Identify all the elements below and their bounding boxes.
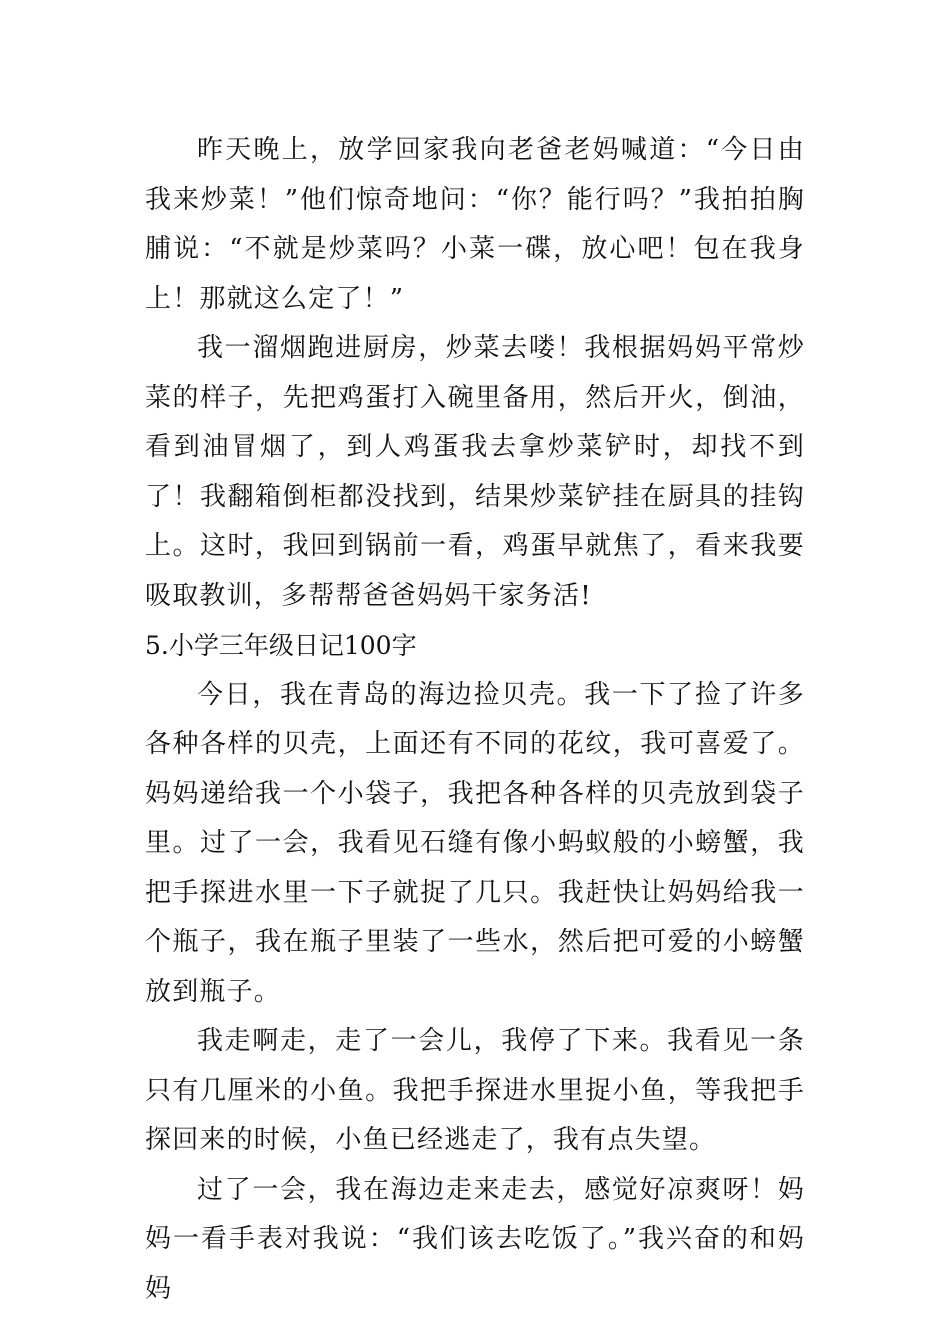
paragraph-beach-2: 我走啊走，走了一会儿，我停了下来。我看见一条只有几厘米的小鱼。我把手探进水里捉小鱼，等我把手探回来的时候，小鱼已经逃走了，我有点失望。	[145, 1026, 805, 1155]
document-body	[145, 126, 805, 1314]
paragraph-beach-3: 过了一会，我在海边走来走去，感觉好凉爽呀！妈妈一看手表对我说：“我们该去吃饭了。”我兴奋的和妈妈	[145, 1174, 805, 1304]
paragraph-beach-1: 今日，我在青岛的海边捡贝壳。我一下了捡了许多各种各样的贝壳，上面还有不同的花纹，我可喜爱了。妈妈递给我一个小袋子，我把各种各样的贝壳放到袋子里。过了一会，我看见石缝有像小蚂蚁般的小螃蟹，我把手探进水里一下子就捉了几只。我赶快让妈妈给我一个瓶子，我在瓶子里装了一些水，然后把可爱的小螃蟹放到瓶子。	[145, 679, 805, 1007]
section-heading: 5.小学三年级日记100字	[145, 631, 417, 660]
paragraph-cooking-1: 昨天晚上，放学回家我向老爸老妈喊道：“今日由我来炒菜！”他们惊奇地问：“你？能行吗？”我拍拍胸脯说：“不就是炒菜吗？小菜一碟，放心吧！包在我身上！那就这么定了！”	[145, 135, 805, 314]
paragraph-cooking-2: 我一溜烟跑进厨房，炒菜去喽！我根据妈妈平常炒菜的样子，先把鸡蛋打入碗里备用，然后开火，倒油，看到油冒烟了，到人鸡蛋我去拿炒菜铲时，却找不到了！我翻箱倒柜都没找到，结果炒菜铲挂在厨具的挂钩上。这时，我回到锅前一看，鸡蛋早就焦了，看来我要吸取教训，多帮帮爸爸妈妈干家务活!	[145, 333, 805, 611]
